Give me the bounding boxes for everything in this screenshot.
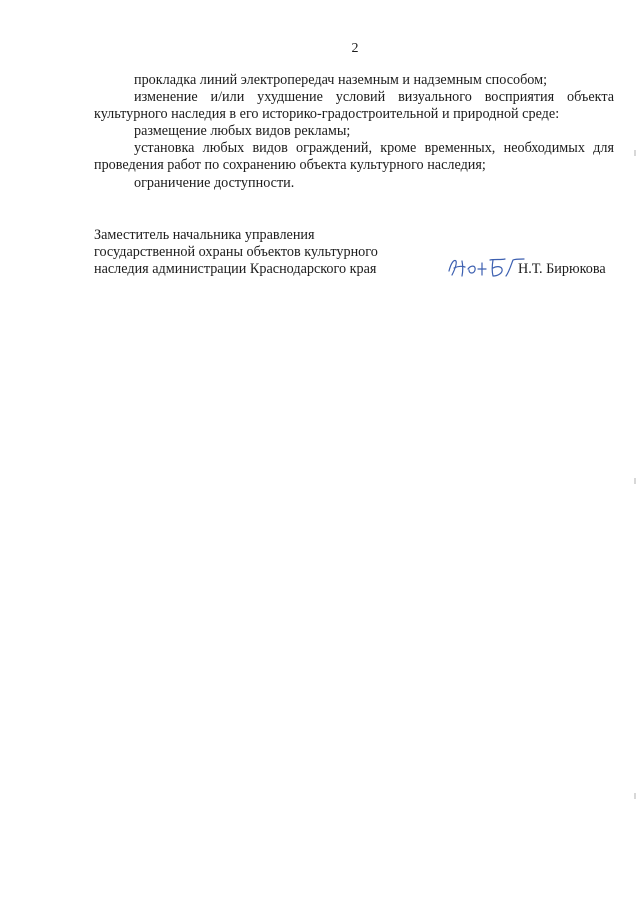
body-paragraph: прокладка линий электропередач наземным и надземным способом; [134, 72, 548, 88]
body-paragraph: ограничение доступности. [134, 174, 295, 191]
body-paragraph: установка любых видов ограждений, кроме временных, необходимых для проведения работ по сохранению объекта культурного наследия; [94, 140, 614, 174]
signer-name: Н.Т. Бирюкова [518, 261, 606, 277]
body-paragraph: изменение и/или ухудшение условий визуального восприятия объекта культурного наследия в его историко-градостроительной и природной среде: [94, 89, 614, 123]
document-body [94, 72, 614, 192]
page-number: 2 [351, 41, 359, 56]
scan-edge-mark [634, 478, 636, 484]
signature-block [94, 227, 614, 278]
signer-position-line: Заместитель начальника управления [94, 227, 315, 243]
signer-position-line: государственной охраны объектов культурного [94, 244, 378, 261]
scan-edge-mark [634, 150, 636, 156]
scan-edge-mark [634, 793, 636, 799]
signer-position-line: наследия администрации Краснодарского края [94, 261, 377, 278]
handwritten-signature [446, 251, 526, 281]
body-paragraph: размещение любых видов рекламы; [134, 123, 351, 140]
